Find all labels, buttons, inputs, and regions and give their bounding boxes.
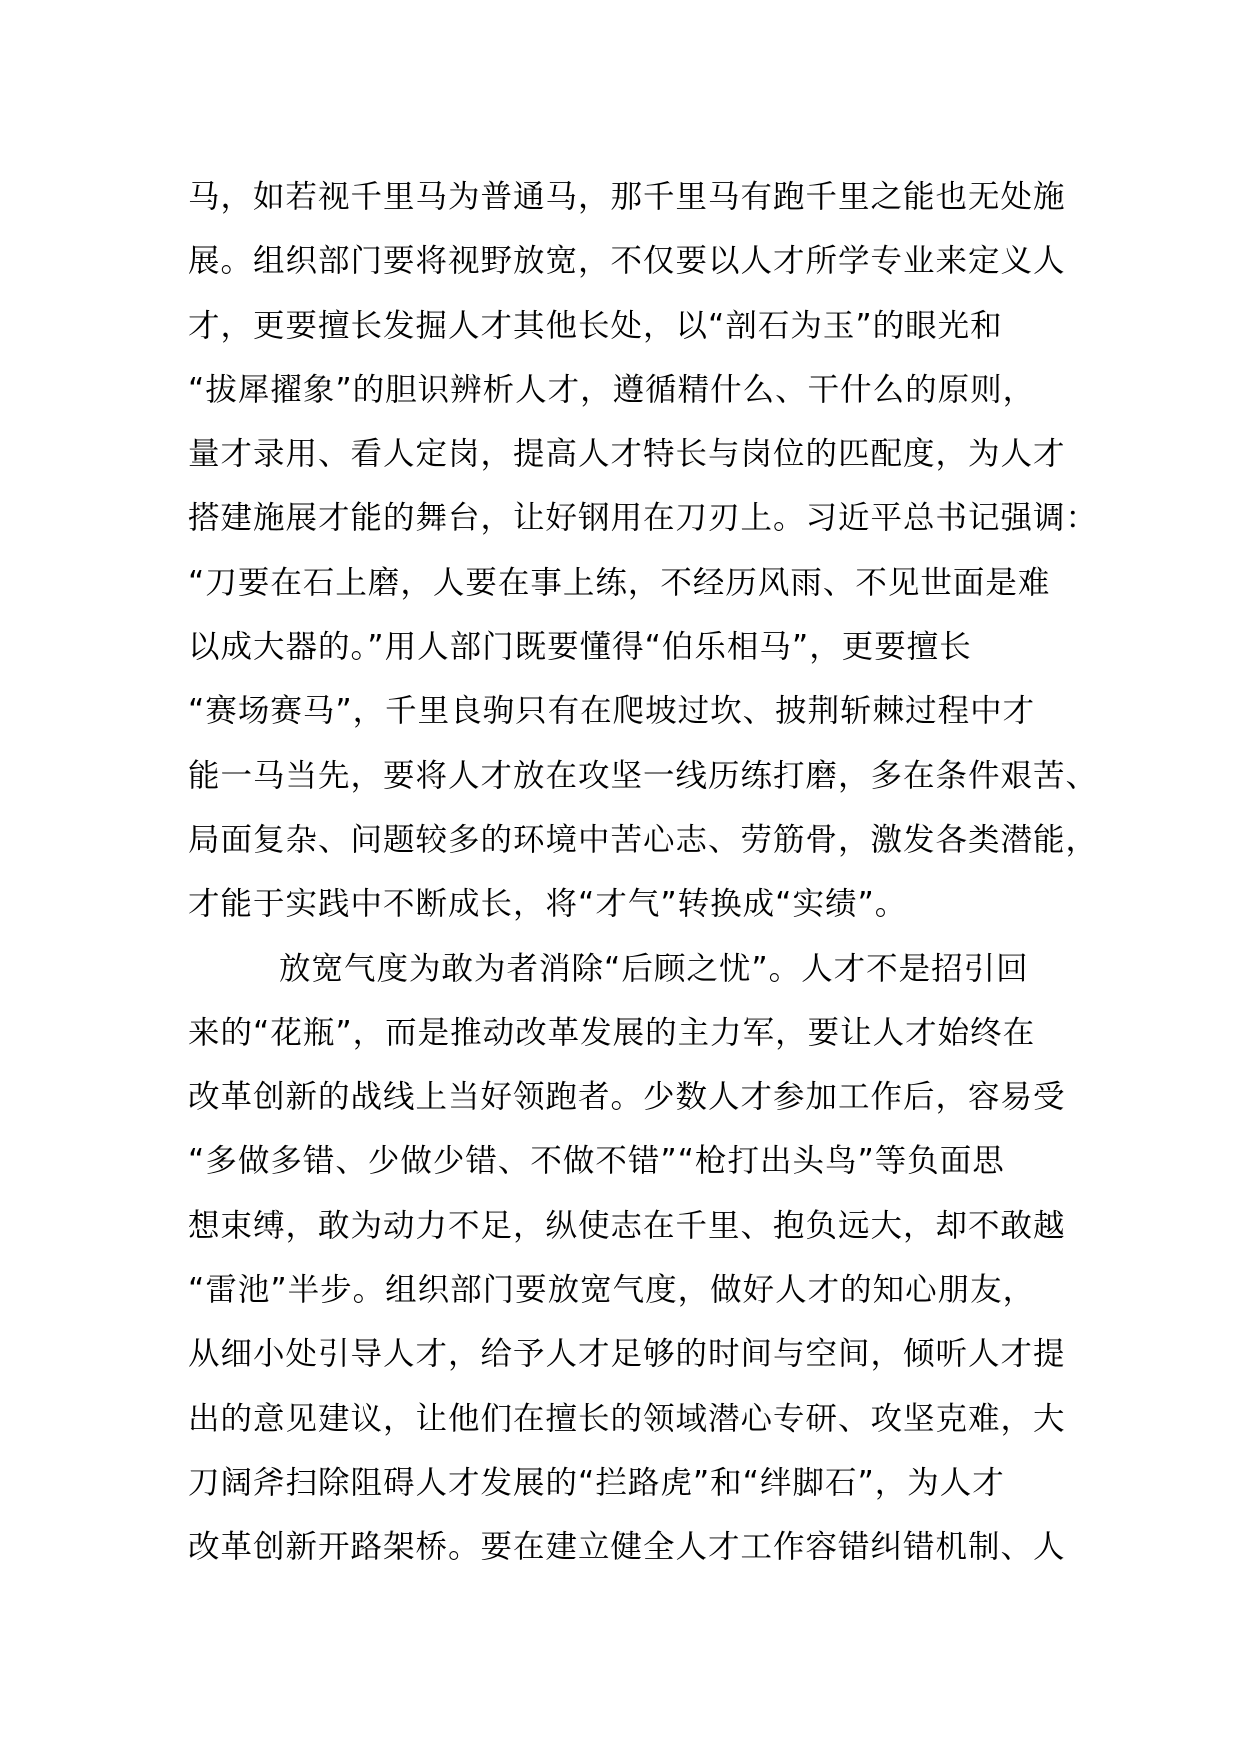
- text-line: 展。组织部门要将视野放宽，不仅要以人才所学专业来定义人: [188, 243, 1066, 280]
- text-line: 才能于实践中不断成长，将“才气”转换成“实绩”。: [188, 886, 908, 923]
- text-line: 搭建施展才能的舞台，让好钢用在刀刃上。习近平总书记强调：: [188, 500, 1099, 537]
- text-line: 马，如若视千里马为普通马，那千里马有跑千里之能也无处施: [188, 179, 1066, 215]
- text-line: 以成大器的。”用人部门既要懂得“伯乐相马”，更要擅长: [188, 629, 972, 666]
- text-line: 量才录用、看人定岗，提高人才特长与岗位的匹配度，为人才: [188, 436, 1066, 473]
- text-line: 才，更要擅长发掘人才其他长处，以“剖石为玉”的眼光和: [188, 307, 1003, 344]
- text-line: 能一马当先，要将人才放在攻坚一线历练打磨，多在条件艰苦、: [188, 757, 1099, 794]
- text-line: 改革创新开路架桥。要在建立健全人才工作容错纠错机制、人: [188, 1529, 1066, 1566]
- text-line: “多做多错、少做少错、不做不错”“枪打出头鸟”等负面思: [188, 1143, 1005, 1180]
- paragraph-continued: [188, 165, 1099, 937]
- text-line: “拔犀擢象”的胆识辨析人才，遵循精什么、干什么的原则，: [188, 371, 1036, 408]
- text-line-first-indented: 放宽气度为敢为者消除“后顾之忧”。人才不是招引回: [279, 950, 1029, 987]
- body-text: [188, 165, 1099, 1580]
- text-line: 改革创新的战线上当好领跑者。少数人才参加工作后，容易受: [188, 1079, 1066, 1116]
- text-line: 出的意见建议，让他们在擅长的领域潜心专研、攻坚克难，大: [188, 1400, 1066, 1437]
- paragraph-new: [188, 937, 1088, 1580]
- text-line: 从细小处引导人才，给予人才足够的时间与空间，倾听人才提: [188, 1336, 1066, 1373]
- text-line: 刀阔斧扫除阻碍人才发展的“拦路虎”和“绊脚石”，为人才: [188, 1464, 1005, 1501]
- text-line: “赛场赛马”，千里良驹只有在爬坡过坎、披荆斩棘过程中才: [188, 693, 1036, 730]
- text-line: “雷池”半步。组织部门要放宽气度，做好人才的知心朋友，: [188, 1272, 1036, 1309]
- text-line: 来的“花瓶”，而是推动改革发展的主力军，要让人才始终在: [188, 1014, 1036, 1051]
- text-line: 局面复杂、问题较多的环境中苦心志、劳筋骨，激发各类潜能，: [188, 821, 1099, 858]
- text-line: 想束缚，敢为动力不足，纵使志在千里、抱负远大，却不敢越: [188, 1207, 1066, 1244]
- text-line: “刀要在石上磨，人要在事上练，不经历风雨、不见世面是难: [188, 564, 1051, 601]
